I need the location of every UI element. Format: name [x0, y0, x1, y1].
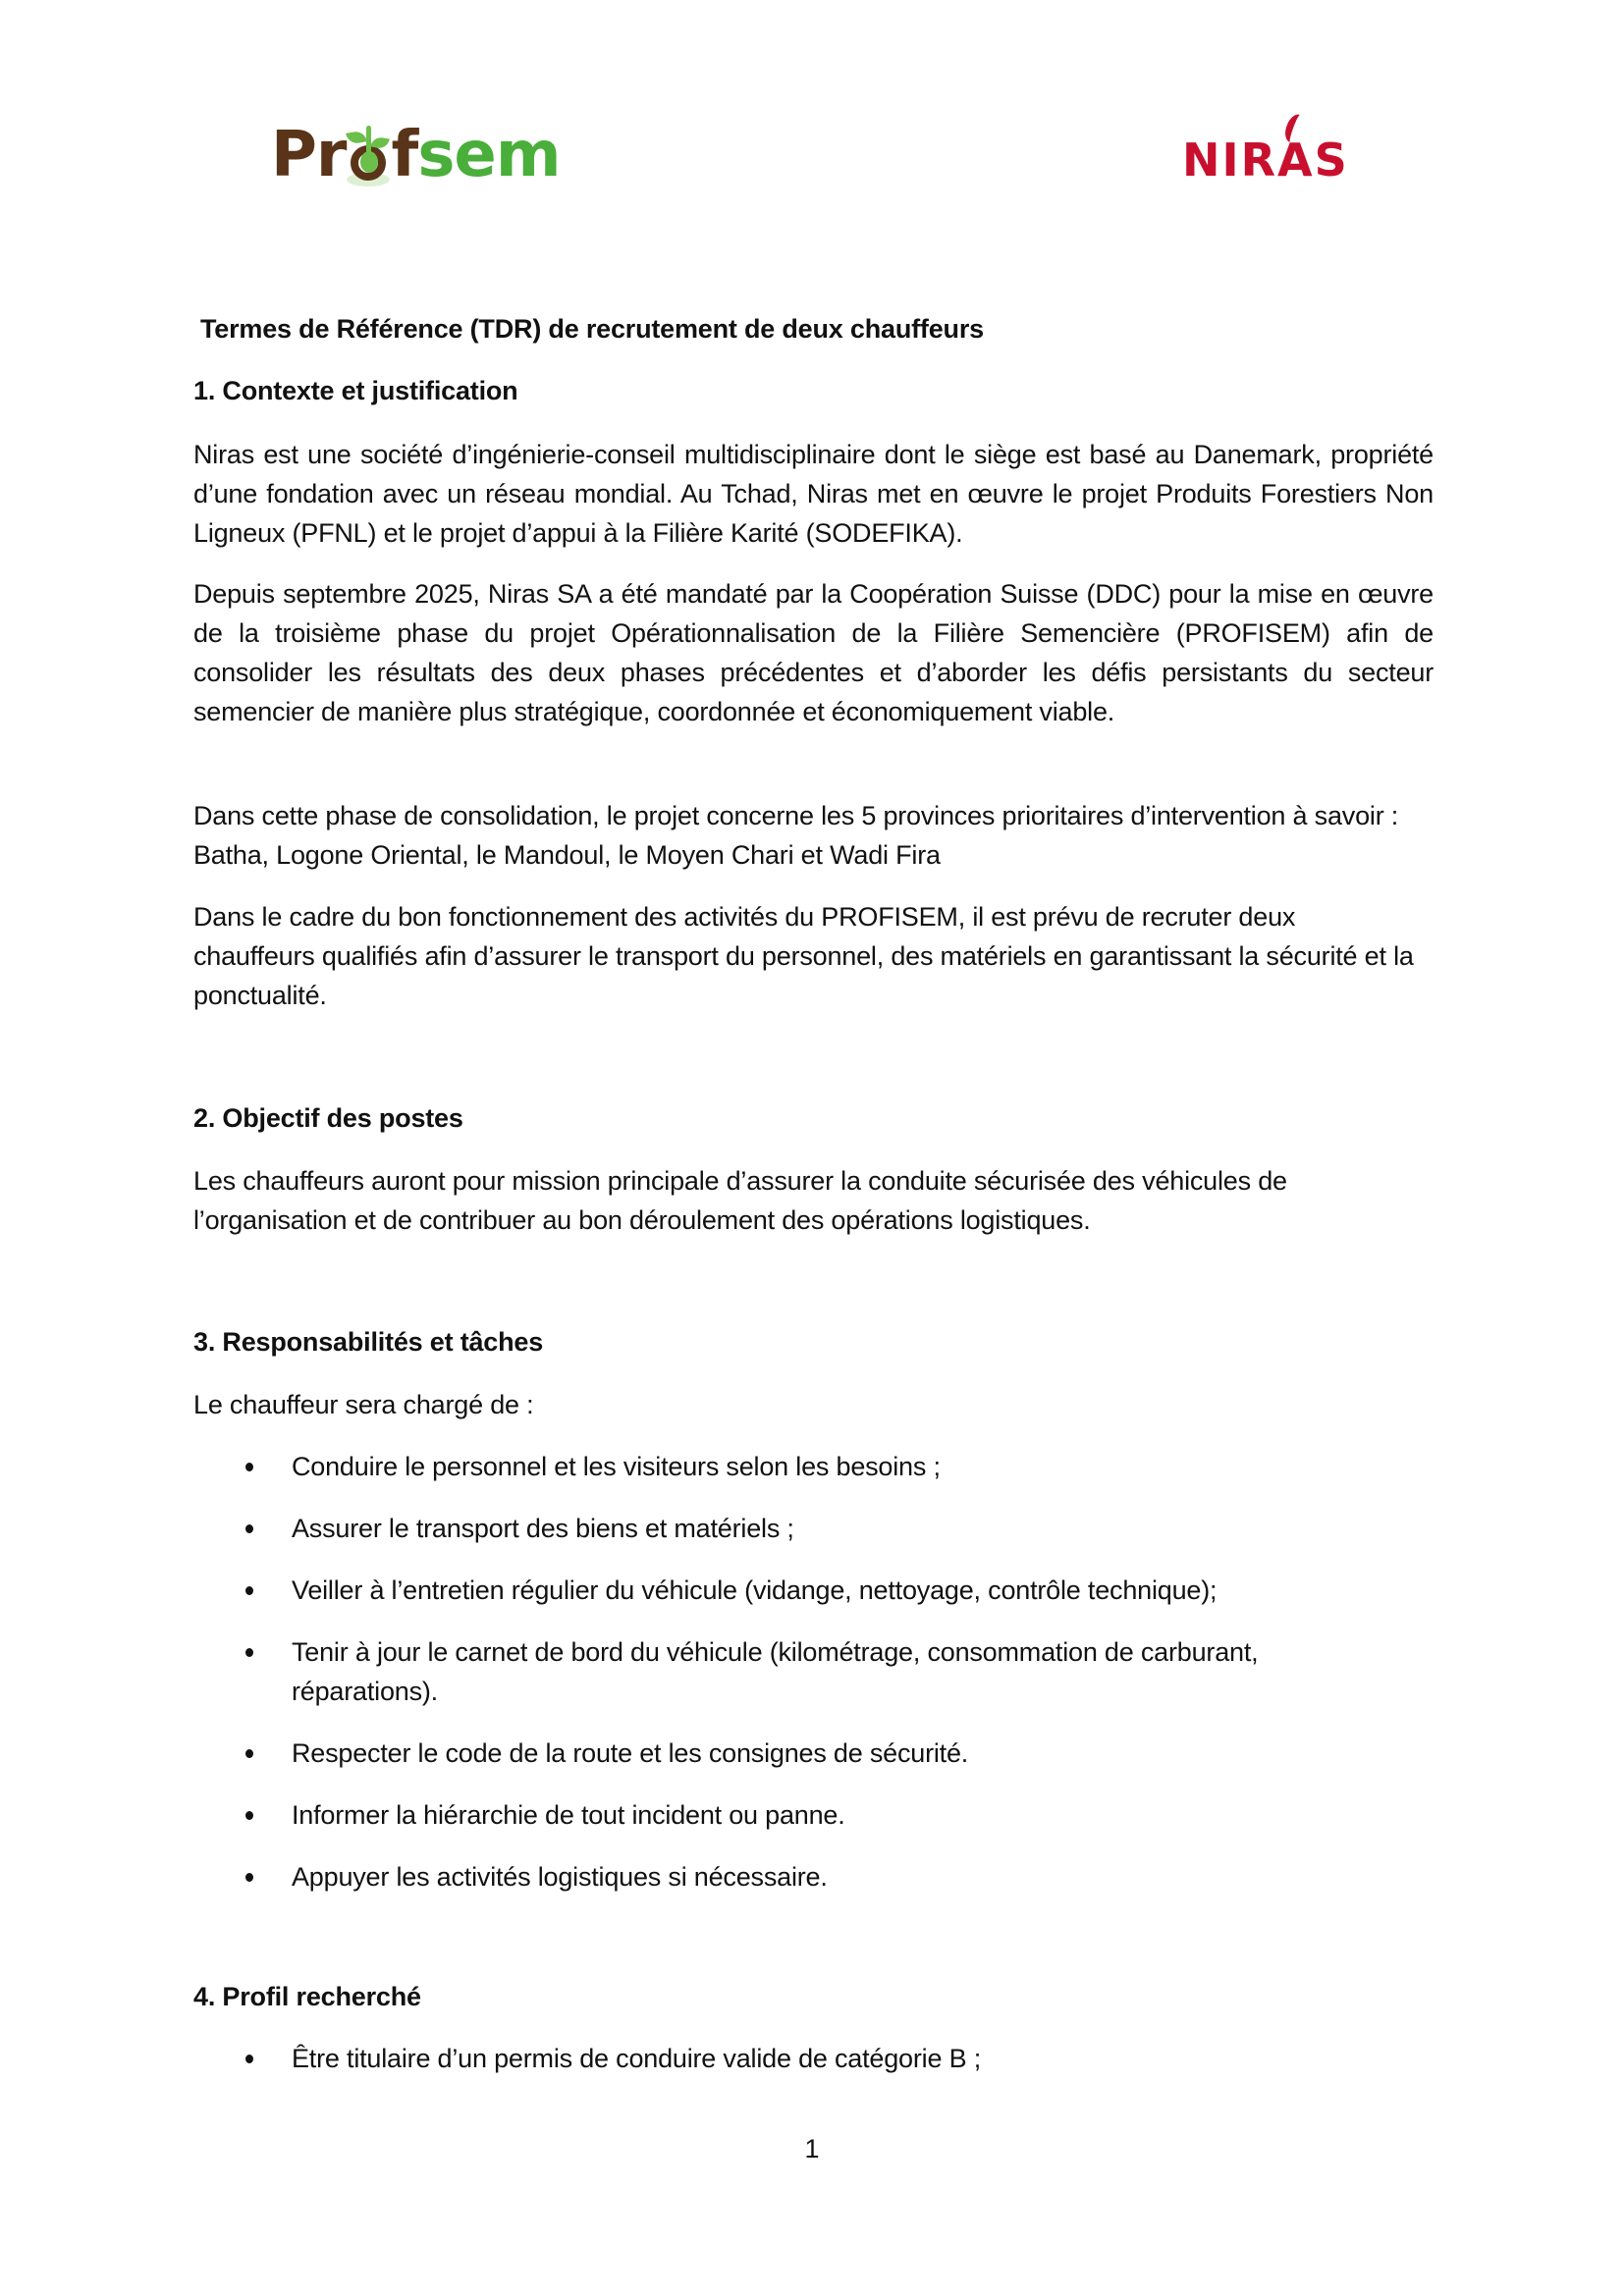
- page-number: 1: [804, 2134, 820, 2163]
- logo-text-as: AS: [1277, 133, 1349, 187]
- bullet-icon: [241, 1571, 292, 1610]
- list-item: Assurer le transport des biens et matériels ;: [241, 1509, 1438, 1548]
- list-item: Veiller à l’entretien régulier du véhicule (vidange, nettoyage, contrôle technique);: [241, 1571, 1438, 1610]
- bullet-icon: [241, 2039, 292, 2078]
- bullet-icon: [241, 1857, 292, 1896]
- bullet-icon: [241, 1447, 292, 1486]
- list-item: Respecter le code de la route et les consignes de sécurité.: [241, 1734, 1438, 1773]
- document-title: Termes de Référence (TDR) de recrutement de deux chauffeurs: [200, 314, 984, 344]
- bullet-icon: [241, 1795, 292, 1835]
- bullet-icon: [241, 1632, 292, 1711]
- list-item: Appuyer les activités logistiques si nécessaire.: [241, 1857, 1438, 1896]
- paragraph-objective: Les chauffeurs auront pour mission principale d’assurer la conduite sécurisée des véhicules de l’organisation et de contribuer au bon déroulement des opérations logistiques.: [193, 1166, 1287, 1235]
- paragraph-niras-intro: Niras est une société d’ingénierie-conseil multidisciplinaire dont le siège est basé au Danemark, propriété d’une fondation avec un réseau mondial. Au Tchad, Niras met en œuvre le projet Produits Forestiers Non Ligneux (PFNL) et le projet d’appui à la Filière Karité (SODEFIKA).: [193, 440, 1434, 548]
- logo-text-pr: Pr: [271, 119, 347, 191]
- list-item: Être titulaire d’un permis de conduire valide de catégorie B ;: [241, 2039, 1438, 2078]
- section-heading-profile: 4. Profil recherché: [193, 1982, 421, 2011]
- seedling-icon: [347, 124, 390, 187]
- section-heading-context: 1. Contexte et justification: [193, 376, 518, 405]
- logo-text-f: f: [391, 119, 418, 191]
- bullet-icon: [241, 1509, 292, 1548]
- paragraph-recruitment-need: Dans le cadre du bon fonctionnement des activités du PROFISEM, il est prévu de recruter deux chauffeurs qualifiés afin d’assurer le transport du personnel, des matériels en garantissant la sécurité et la ponctualité.: [193, 902, 1414, 1010]
- bullet-icon: [241, 1734, 292, 1773]
- paragraph-profisem-mandate: Depuis septembre 2025, Niras SA a été mandaté par la Coopération Suisse (DDC) pour la mise en œuvre de la troisième phase du projet Opérationnalisation de la Filière Semencière (PROFISEM) afin de consolider les résultats des deux phases précédentes et d’aborder les défis persistants du secteur semencier de manière plus stratégique, coordonnée et économiquement viable.: [193, 579, 1434, 726]
- section-heading-responsibilities: 3. Responsabilités et tâches: [193, 1327, 544, 1357]
- list-item: Conduire le personnel et les visiteurs selon les besoins ;: [241, 1447, 1438, 1486]
- logo-text-sem: sem: [417, 119, 561, 191]
- list-item: Informer la hiérarchie de tout incident ou panne.: [241, 1795, 1438, 1835]
- logo-text-nir: NIR: [1182, 133, 1278, 187]
- list-item: Tenir à jour le carnet de bord du véhicule (kilométrage, consommation de carburant, réparations).: [241, 1632, 1399, 1711]
- section-heading-objective: 2. Objectif des postes: [193, 1103, 463, 1133]
- responsibilities-intro: Le chauffeur sera chargé de :: [193, 1390, 534, 1419]
- paragraph-provinces: Dans cette phase de consolidation, le projet concerne les 5 provinces prioritaires d’intervention à savoir : Batha, Logone Oriental, le Mandoul, le Moyen Chari et Wadi Fira: [193, 801, 1399, 870]
- profisem-logo: [271, 116, 561, 194]
- niras-logo: [1182, 118, 1349, 187]
